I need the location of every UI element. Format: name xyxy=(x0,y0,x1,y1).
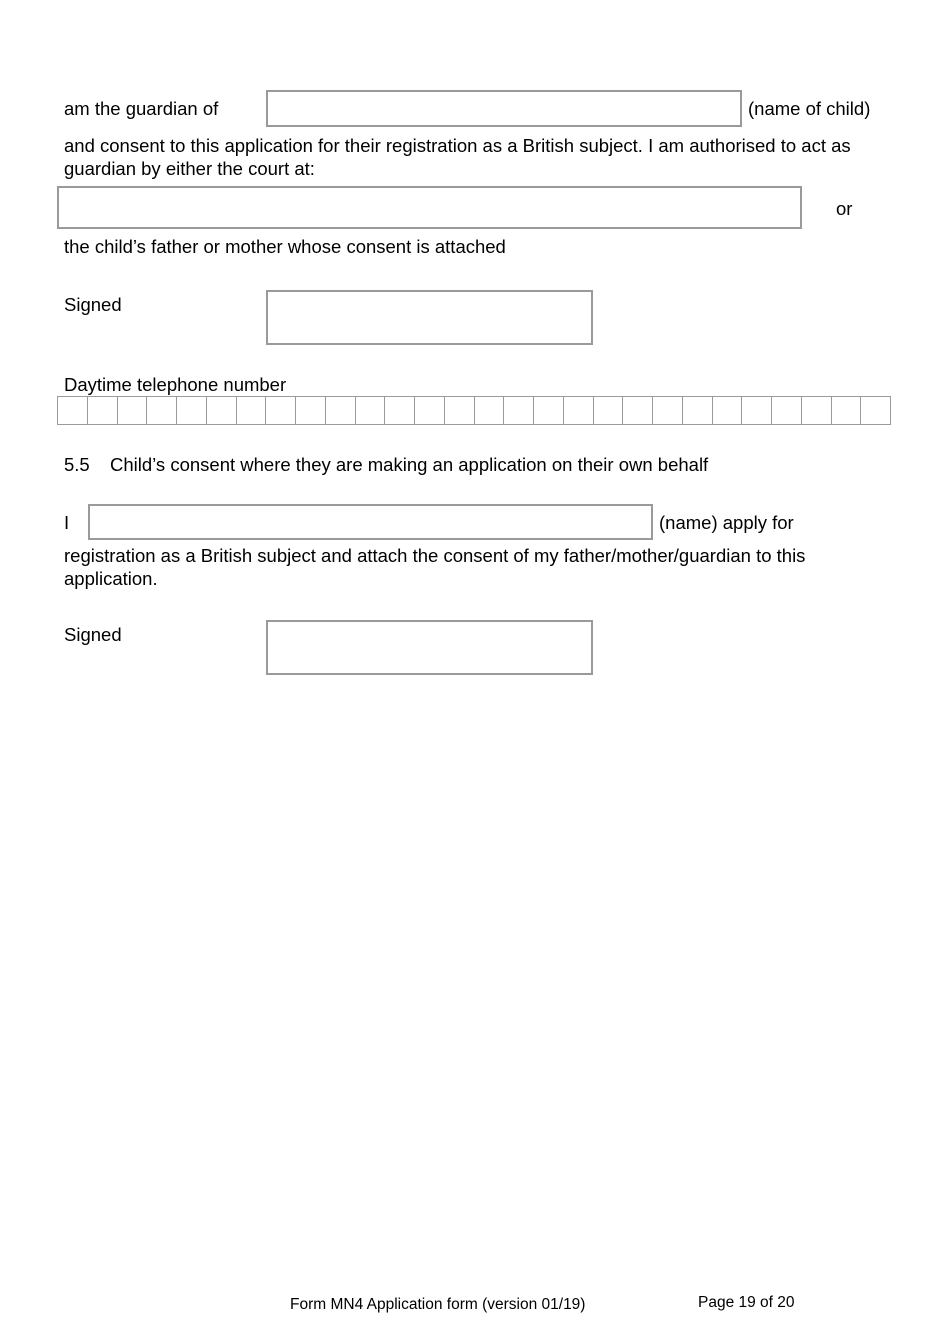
child-signed-label: Signed xyxy=(64,624,122,645)
phone-digit-cell[interactable] xyxy=(712,396,742,425)
phone-digit-cell[interactable] xyxy=(831,396,861,425)
phone-digit-cell[interactable] xyxy=(741,396,771,425)
parent-consent-text: the child’s father or mother whose consent is attached xyxy=(64,236,506,257)
footer-form-title: Form MN4 Application form (version 01/19) xyxy=(290,1296,586,1313)
phone-digit-cell[interactable] xyxy=(503,396,533,425)
phone-digit-cell[interactable] xyxy=(652,396,682,425)
i-label: I xyxy=(64,512,70,533)
phone-digit-cell[interactable] xyxy=(444,396,474,425)
guardian-lead-label: am the guardian of xyxy=(64,98,219,119)
phone-digit-cell[interactable] xyxy=(860,396,891,425)
guardian-signature-input[interactable] xyxy=(268,292,591,343)
phone-digit-boxes xyxy=(57,396,891,425)
phone-digit-cell[interactable] xyxy=(176,396,206,425)
phone-digit-cell[interactable] xyxy=(117,396,147,425)
phone-digit-cell[interactable] xyxy=(384,396,414,425)
phone-digit-cell[interactable] xyxy=(265,396,295,425)
phone-digit-cell[interactable] xyxy=(474,396,504,425)
court-box[interactable] xyxy=(57,186,802,229)
phone-label: Daytime telephone number xyxy=(64,374,287,395)
child-own-name-input[interactable] xyxy=(90,506,651,538)
section-number: 5.5 xyxy=(64,454,90,475)
phone-digit-cell[interactable] xyxy=(414,396,444,425)
phone-digit-cell[interactable] xyxy=(355,396,385,425)
phone-digit-cell[interactable] xyxy=(325,396,355,425)
section-heading: Child’s consent where they are making an application on their own behalf xyxy=(110,454,709,475)
or-label: or xyxy=(836,198,853,219)
phone-digit-cell[interactable] xyxy=(295,396,325,425)
phone-digit-cell[interactable] xyxy=(682,396,712,425)
child-name-box[interactable] xyxy=(266,90,742,127)
footer-page-number: Page 19 of 20 xyxy=(698,1294,795,1311)
court-input[interactable] xyxy=(59,188,800,227)
guardian-signature-box[interactable] xyxy=(266,290,593,345)
phone-digit-cell[interactable] xyxy=(533,396,563,425)
child-name-hint: (name of child) xyxy=(748,98,871,119)
phone-digit-cell[interactable] xyxy=(236,396,266,425)
phone-digit-cell[interactable] xyxy=(593,396,623,425)
child-signature-input[interactable] xyxy=(268,622,591,673)
name-hint: (name) apply for xyxy=(659,512,794,533)
phone-digit-cell[interactable] xyxy=(87,396,117,425)
child-signature-box[interactable] xyxy=(266,620,593,675)
guardian-consent-text: and consent to this application for their registration as a British subject. I am authorised to act as guardian by either the court at: xyxy=(64,135,851,179)
phone-digit-cell[interactable] xyxy=(622,396,652,425)
phone-digit-cell[interactable] xyxy=(771,396,801,425)
phone-digit-cell[interactable] xyxy=(206,396,236,425)
phone-digit-cell[interactable] xyxy=(146,396,176,425)
child-own-name-box[interactable] xyxy=(88,504,653,540)
guardian-signed-label: Signed xyxy=(64,294,122,315)
phone-digit-cell[interactable] xyxy=(563,396,593,425)
phone-digit-cell[interactable] xyxy=(801,396,831,425)
child-name-input[interactable] xyxy=(268,92,740,125)
phone-digit-cell[interactable] xyxy=(57,396,87,425)
registration-text: registration as a British subject and attach the consent of my father/mother/guardian to this application. xyxy=(64,545,806,589)
